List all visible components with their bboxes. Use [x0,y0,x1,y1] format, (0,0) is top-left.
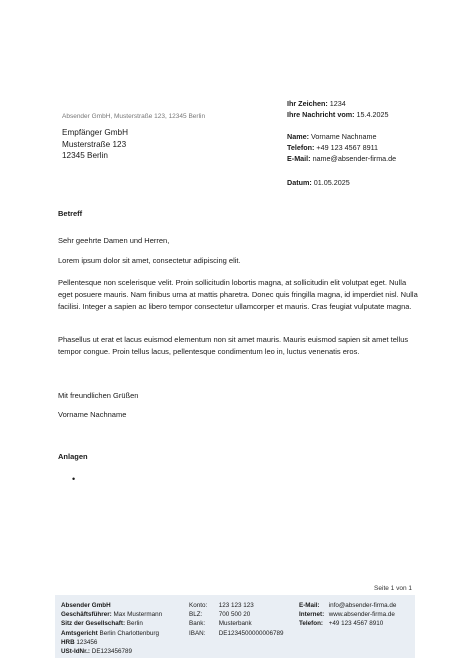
contact-phone-value: +49 123 4567 8911 [316,142,379,152]
footer-ag-value: Berlin Charlottenburg [99,629,160,637]
date-block [287,178,350,189]
footer-iban-label: IBAN: [189,629,206,637]
recipient-name: Empfänger GmbH [62,128,128,137]
reference-block [287,99,388,121]
footer-ag-label: Amtsgericht [61,629,98,637]
ihre-nachricht-value: 15.4.2025 [356,109,389,119]
ihr-zeichen-value: 1234 [329,99,346,108]
subject-line: Betreff [58,209,83,218]
footer-sitz-label: Sitz der Gesellschaft: [61,620,126,628]
contact-block [287,132,396,164]
footer-bank-label: Bank: [189,620,206,628]
footer-ust-value: DE123456789 [91,648,133,656]
footer-telefon-label: Telefon: [299,620,324,628]
ihre-nachricht-label: Ihre Nachricht vom: [287,109,355,119]
contact-phone-label: Telefon: [287,142,315,152]
attachments-heading: Anlagen [58,452,88,461]
footer-iban-value: DE1234500000006789 [218,629,284,637]
contact-email-value: name@absender-firma.de [312,153,397,163]
footer-ust-label: USt-IdNr.: [61,648,91,656]
footer-blz-value: 700 500 20 [218,611,251,619]
contact-name-label: Name: [287,132,309,141]
date-value: 01.05.2025 [313,178,350,187]
recipient-street: Musterstraße 123 [62,139,127,149]
footer-bank-info [189,601,284,638]
footer-internet-label: Internet: [299,611,325,619]
footer-company: Absender GmbH [61,602,111,609]
ihr-zeichen-label: Ihr Zeichen: [287,99,328,108]
signature-name: Vorname Nachname [58,410,127,419]
salutation: Sehr geehrte Damen und Herren, [58,236,170,245]
sender-return-address: Absender GmbH, Musterstraße 123, 12345 Berlin [62,113,206,120]
footer-company-info [61,601,162,656]
footer-internet-value: www.absender-firma.de [328,611,395,619]
footer-contact-info [299,601,396,629]
footer-hrb-value: 123456 [76,638,98,646]
paragraph-1: Lorem ipsum dolor sit amet, consectetur adipiscing elit. [58,256,241,265]
paragraph-3: Phasellus ut erat et lacus euismod elementum non sit amet mauris. Mauris euismod sapien sit amet tellus tempor congue. Proin tellus lacus, pellentesque condimentum leo in, luctus venenatis eros. [58,335,409,356]
footer [55,595,415,658]
recipient-city: 12345 Berlin [62,151,108,160]
contact-email-label: E-Mail: [287,153,311,163]
footer-email-value: info@absender-firma.de [328,602,397,609]
paragraph-2: Pellentesque non scelerisque velit. Proin sollicitudin lobortis magna, at sollicitudin elit volutpat eget. Nulla eget posuere mauris. Nam finibus urna at mattis pharetra. Donec quis fringilla magna, id imperdiet nisl. Nulla facilisi. Integer a sapien ac libero tempor consectetur ullamcorper et mauris. Cras feugiat vulputate magna. [58,278,418,311]
contact-name-value: Vorname Nachname [310,132,377,141]
page-number: Seite 1 von 1 [374,585,412,592]
closing: Mit freundlichen Grüßen [58,391,139,400]
footer-konto-value: 123 123 123 [218,602,254,609]
footer-bank-value: Musterbank [218,620,252,628]
attachment-bullet: • [72,474,76,484]
footer-gf-label: Geschäftsführer: [61,611,112,619]
recipient-address [62,127,128,162]
footer-email-label: E-Mail: [299,602,320,609]
footer-telefon-value: +49 123 4567 8910 [328,620,384,628]
footer-sitz-value: Berlin [126,620,143,628]
date-label: Datum: [287,178,312,187]
footer-blz-label: BLZ: [189,611,203,619]
footer-gf-value: Max Mustermann [113,611,163,619]
footer-hrb-label: HRB [61,638,75,646]
footer-konto-label: Konto: [189,602,208,609]
